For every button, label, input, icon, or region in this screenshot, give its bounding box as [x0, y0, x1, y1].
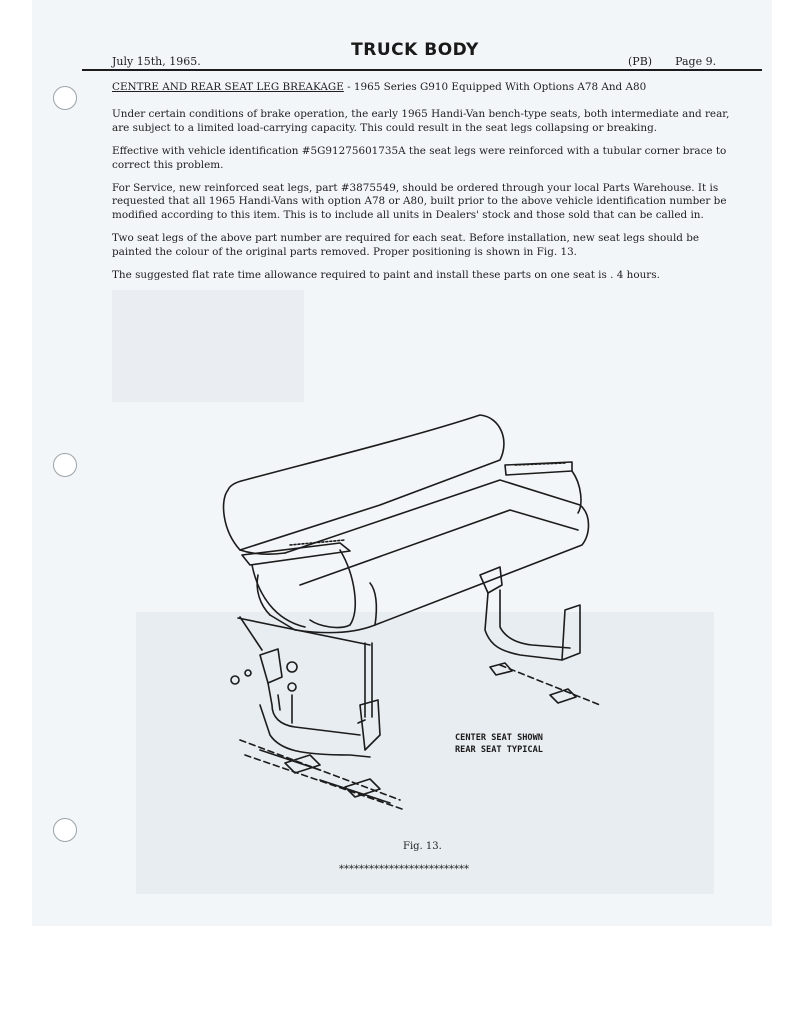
- binder-hole-icon: [53, 453, 77, 477]
- header-code: (PB): [628, 55, 653, 68]
- header-page-ref: [628, 55, 716, 68]
- paragraph: For Service, new reinforced seat legs, part #3875549, should be ordered through your local Parts Warehouse. It is requested that all 1965 Handi-Vans with option A78 or A80, built prior to the above vehicle identification number be modified according to this item. This is to include all units in Dealers' stock and those sold that can be called in.: [112, 182, 727, 221]
- bleed-through-shadow: [112, 290, 304, 402]
- paragraph: Effective with vehicle identification #5G91275601735A the seat legs were reinforced with a tubular corner brace to correct this problem.: [112, 145, 727, 171]
- section-heading-title: CENTRE AND REAR SEAT LEG BREAKAGE: [112, 81, 344, 93]
- article-body: [112, 81, 737, 292]
- binder-hole-icon: [53, 818, 77, 842]
- figure-caption-line: REAR SEAT TYPICAL: [455, 745, 543, 755]
- figure-caption-line: CENTER SEAT SHOWN: [455, 733, 543, 743]
- page-title: TRUCK BODY: [351, 40, 479, 60]
- figure-caption: [455, 732, 543, 756]
- header-page-number: Page 9.: [675, 55, 717, 68]
- figure-label: Fig. 13.: [403, 841, 442, 852]
- section-heading: [112, 81, 737, 94]
- paragraph: The suggested flat rate time allowance required to paint and install these parts on one seat is . 4 hours.: [112, 269, 660, 282]
- section-heading-subtitle: - 1965 Series G910 Equipped With Options A78 And A80: [347, 81, 647, 93]
- paragraph: Under certain conditions of brake operation, the early 1965 Handi-Van bench-type seats, both intermediate and rear, are subject to a limited load-carrying capacity. This could result in the seat legs collapsing or breaking.: [112, 108, 730, 134]
- header-rule: [82, 69, 762, 71]
- binder-hole-icon: [53, 86, 77, 110]
- seat-leg-diagram: [200, 405, 620, 825]
- header-date: July 15th, 1965.: [112, 55, 201, 68]
- paragraph: Two seat legs of the above part number are required for each seat. Before installation, new seat legs should be painted the colour of the original parts removed. Proper positioning is shown in Fig. 13.: [112, 232, 700, 258]
- section-separator: **************************: [339, 864, 469, 875]
